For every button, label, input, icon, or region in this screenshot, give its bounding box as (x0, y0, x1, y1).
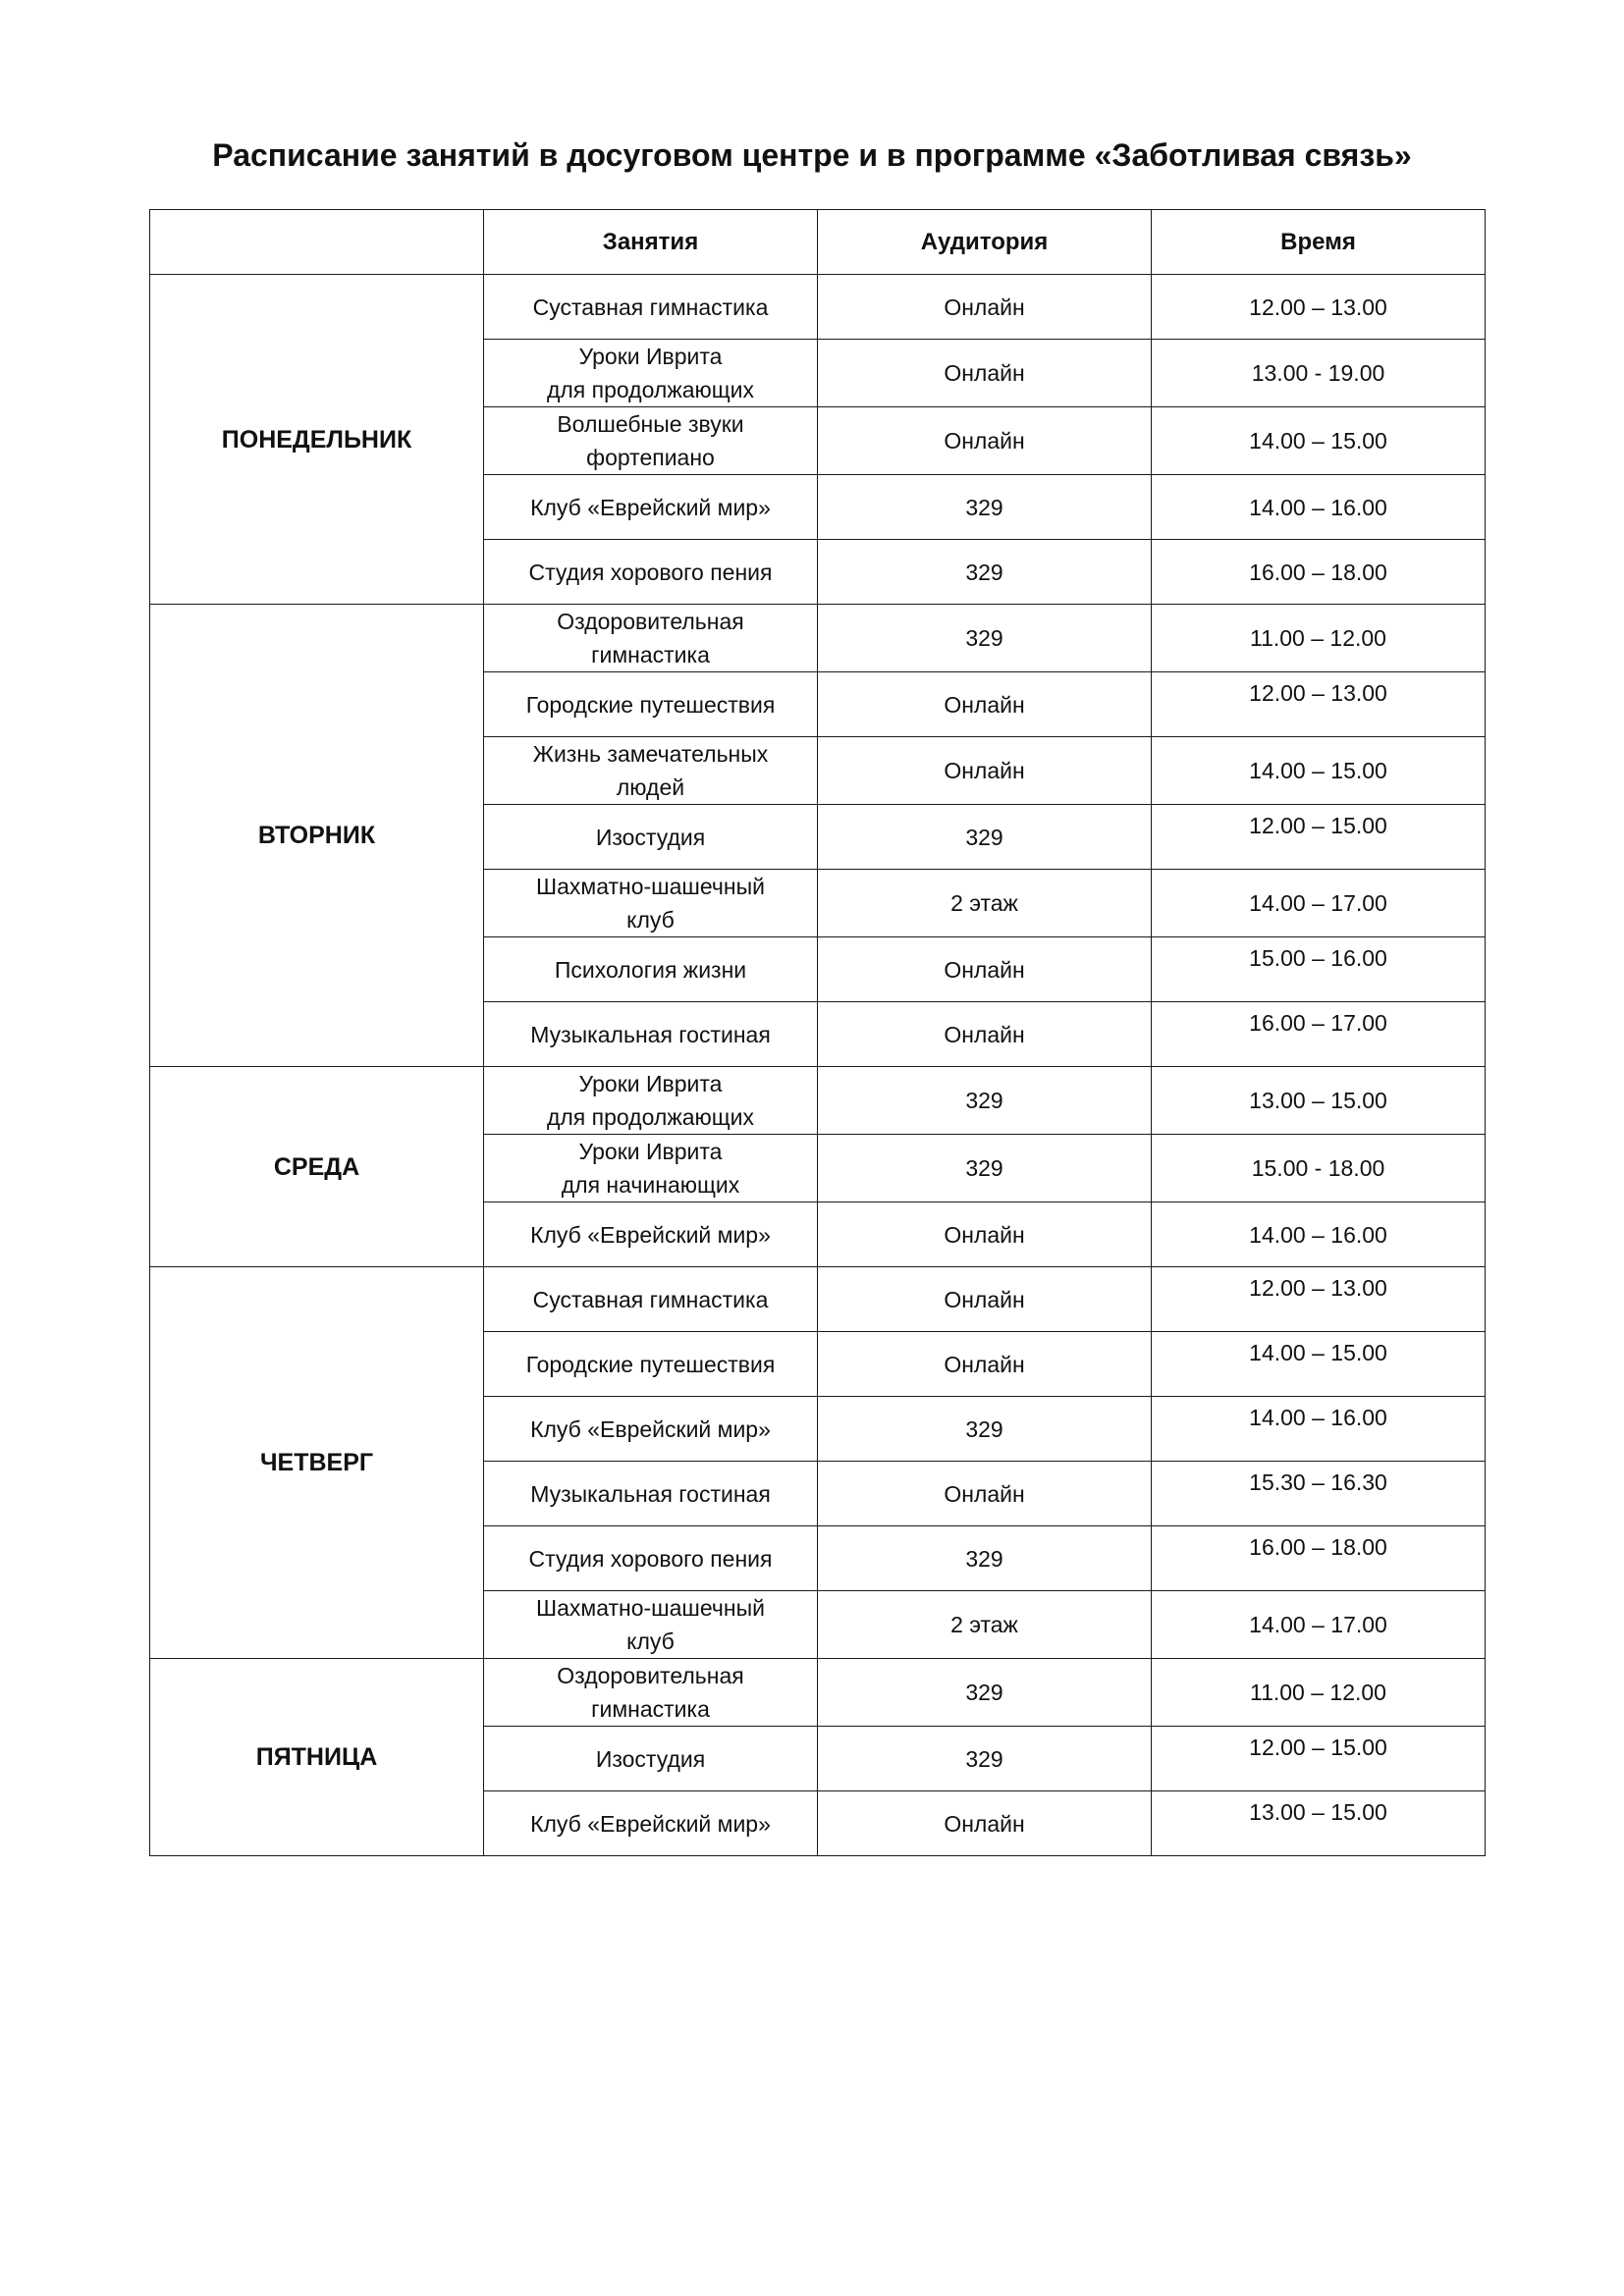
activity-cell: Изостудия (484, 1727, 818, 1791)
day-name-cell: ВТОРНИК (150, 605, 484, 1067)
activity-cell: Городские путешествия (484, 1332, 818, 1397)
activity-cell: Жизнь замечательных людей (484, 737, 818, 805)
time-cell: 14.00 – 16.00 (1152, 1397, 1486, 1462)
room-cell: 329 (818, 1659, 1152, 1727)
activity-cell: Суставная гимнастика (484, 275, 818, 340)
room-cell: Онлайн (818, 937, 1152, 1002)
time-cell: 14.00 – 17.00 (1152, 870, 1486, 937)
time-cell: 14.00 – 16.00 (1152, 1202, 1486, 1267)
time-cell: 16.00 – 18.00 (1152, 540, 1486, 605)
activity-cell: Уроки Иврита для начинающих (484, 1135, 818, 1202)
table-row (150, 275, 1486, 340)
room-column-header: Аудитория (818, 210, 1152, 275)
page-title: Расписание занятий в досуговом центре и в программе «Заботливая связь» (212, 137, 1412, 173)
room-cell: Онлайн (818, 1791, 1152, 1856)
activity-cell: Уроки Иврита для продолжающих (484, 1067, 818, 1135)
header-row (150, 210, 1486, 275)
time-cell: 11.00 – 12.00 (1152, 1659, 1486, 1727)
room-cell: Онлайн (818, 275, 1152, 340)
time-cell: 14.00 – 17.00 (1152, 1591, 1486, 1659)
day-name-cell: ЧЕТВЕРГ (150, 1267, 484, 1659)
time-cell: 14.00 – 15.00 (1152, 407, 1486, 475)
room-cell: 329 (818, 1727, 1152, 1791)
activity-cell: Клуб «Еврейский мир» (484, 1202, 818, 1267)
activity-cell: Психология жизни (484, 937, 818, 1002)
table-row (150, 1067, 1486, 1135)
room-cell: 329 (818, 805, 1152, 870)
room-cell: 329 (818, 605, 1152, 672)
room-cell: Онлайн (818, 1267, 1152, 1332)
room-cell: 329 (818, 1397, 1152, 1462)
time-cell: 12.00 – 13.00 (1152, 1267, 1486, 1332)
activity-cell: Музыкальная гостиная (484, 1002, 818, 1067)
time-cell: 14.00 – 15.00 (1152, 1332, 1486, 1397)
activity-cell: Клуб «Еврейский мир» (484, 1791, 818, 1856)
room-cell: Онлайн (818, 672, 1152, 737)
activity-cell: Оздоровительная гимнастика (484, 605, 818, 672)
room-cell: 329 (818, 540, 1152, 605)
activity-cell: Музыкальная гостиная (484, 1462, 818, 1526)
time-cell: 16.00 – 18.00 (1152, 1526, 1486, 1591)
activity-cell: Клуб «Еврейский мир» (484, 475, 818, 540)
time-cell: 16.00 – 17.00 (1152, 1002, 1486, 1067)
room-cell: 329 (818, 475, 1152, 540)
room-cell: Онлайн (818, 407, 1152, 475)
activity-cell: Изостудия (484, 805, 818, 870)
room-cell: 2 этаж (818, 870, 1152, 937)
time-cell: 12.00 – 15.00 (1152, 805, 1486, 870)
time-cell: 14.00 – 15.00 (1152, 737, 1486, 805)
time-column-header: Время (1152, 210, 1486, 275)
activity-cell: Шахматно-шашечный клуб (484, 1591, 818, 1659)
activity-cell: Городские путешествия (484, 672, 818, 737)
day-column-header (150, 210, 484, 275)
activity-cell: Студия хорового пения (484, 540, 818, 605)
activity-cell: Волшебные звуки фортепиано (484, 407, 818, 475)
time-cell: 12.00 – 13.00 (1152, 275, 1486, 340)
room-cell: 329 (818, 1067, 1152, 1135)
time-cell: 15.30 – 16.30 (1152, 1462, 1486, 1526)
room-cell: Онлайн (818, 1332, 1152, 1397)
time-cell: 15.00 – 16.00 (1152, 937, 1486, 1002)
time-cell: 14.00 – 16.00 (1152, 475, 1486, 540)
room-cell: 2 этаж (818, 1591, 1152, 1659)
schedule-body (150, 275, 1486, 1856)
schedule-table (149, 209, 1486, 1856)
room-cell: 329 (818, 1135, 1152, 1202)
activity-cell: Оздоровительная гимнастика (484, 1659, 818, 1727)
table-row (150, 605, 1486, 672)
time-cell: 13.00 - 19.00 (1152, 340, 1486, 407)
time-cell: 11.00 – 12.00 (1152, 605, 1486, 672)
activity-cell: Суставная гимнастика (484, 1267, 818, 1332)
room-cell: 329 (818, 1526, 1152, 1591)
room-cell: Онлайн (818, 1202, 1152, 1267)
activity-cell: Уроки Иврита для продолжающих (484, 340, 818, 407)
room-cell: Онлайн (818, 1002, 1152, 1067)
activity-cell: Шахматно-шашечный клуб (484, 870, 818, 937)
time-cell: 12.00 – 13.00 (1152, 672, 1486, 737)
activity-cell: Студия хорового пения (484, 1526, 818, 1591)
time-cell: 13.00 – 15.00 (1152, 1067, 1486, 1135)
day-name-cell: ПОНЕДЕЛЬНИК (150, 275, 484, 605)
activity-cell: Клуб «Еврейский мир» (484, 1397, 818, 1462)
table-row (150, 1267, 1486, 1332)
day-name-cell: СРЕДА (150, 1067, 484, 1267)
table-row (150, 1659, 1486, 1727)
activity-column-header: Занятия (484, 210, 818, 275)
time-cell: 13.00 – 15.00 (1152, 1791, 1486, 1856)
room-cell: Онлайн (818, 1462, 1152, 1526)
time-cell: 12.00 – 15.00 (1152, 1727, 1486, 1791)
time-cell: 15.00 - 18.00 (1152, 1135, 1486, 1202)
room-cell: Онлайн (818, 737, 1152, 805)
day-name-cell: ПЯТНИЦА (150, 1659, 484, 1856)
room-cell: Онлайн (818, 340, 1152, 407)
